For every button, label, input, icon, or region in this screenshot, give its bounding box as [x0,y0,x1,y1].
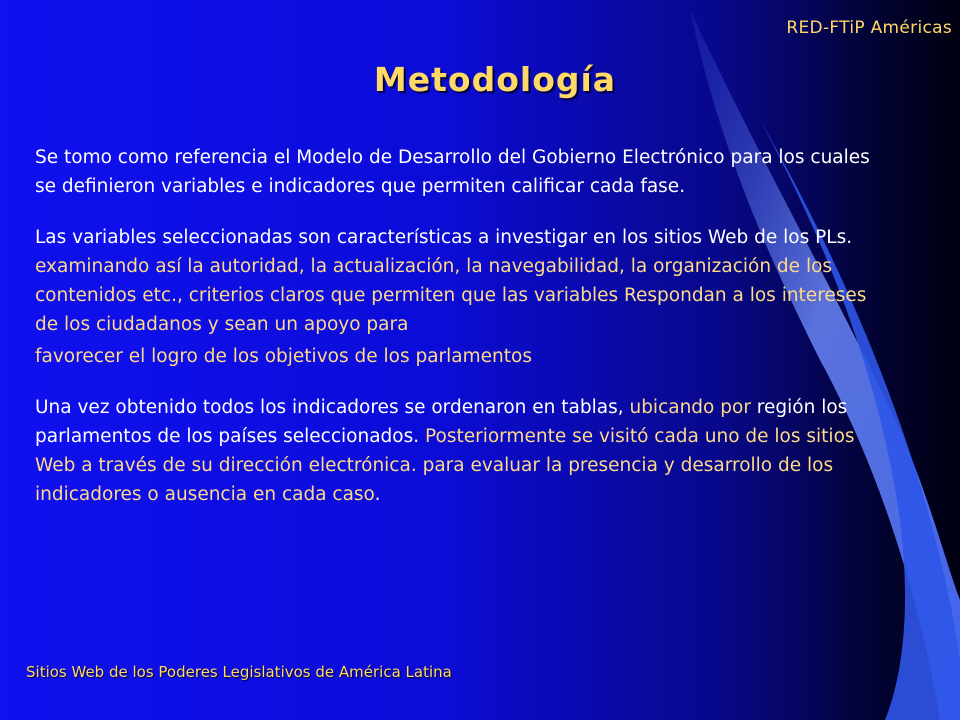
slide-footer: Sitios Web de los Poderes Legislativos de América Latina [26,663,452,681]
paragraph-2-highlight: examinando así la autoridad, la actualización, la navegabilidad, la organización de los contenidos etc., criterios claros que permiten que las variables Respondan a los intereses de los ciudadanos y sean un apoyo para [35,256,867,335]
paragraph-3-text-b: región los parlamentos de los países seleccionados. [35,397,848,447]
header-organization: RED-FTiP Américas [786,18,952,38]
paragraph-3 [35,393,885,509]
paragraph-3-end: . [374,484,381,505]
paragraph-3-highlight-a: ubicando por [629,397,751,418]
paragraph-3-text: Una vez obtenido todos los indicadores se ordenaron en tablas, [35,397,630,418]
paragraph-2-text: Las variables seleccionadas son características a investigar en los sitios Web de los PLs. [35,227,853,248]
paragraph-3-highlight-b: Posteriormente se visitó cada uno de los sitios Web a través de su dirección electrónica. para evaluar la presencia y desarrollo de los indicadores o ausencia en cada caso [35,426,855,505]
paragraph-1: Se tomo como referencia el Modelo de Desarrollo del Gobierno Electrónico para los cuales se definieron variables e indicadores que permiten calificar cada fase. [35,147,870,197]
paragraph-2-highlight-line: favorecer el logro de los objetivos de los parlamentos [35,346,532,367]
slide-body [35,143,885,509]
slide-title: Metodología [373,60,617,99]
paragraph-2 [35,223,885,371]
